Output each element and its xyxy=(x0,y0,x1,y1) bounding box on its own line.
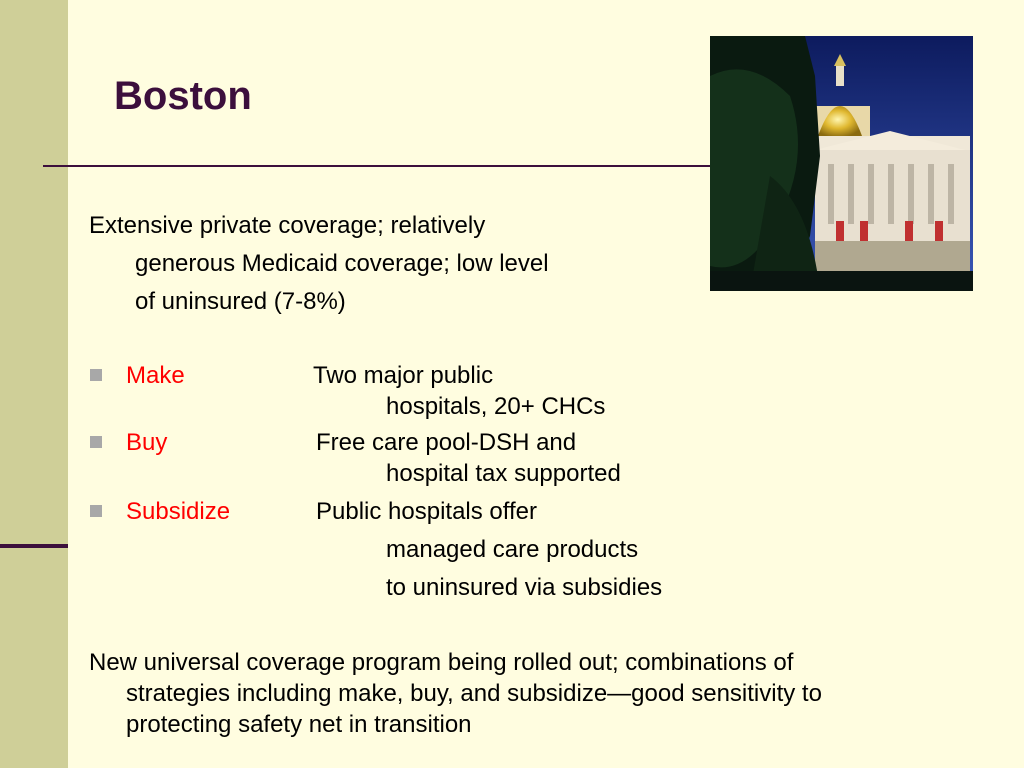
bullet-desc-buy-1: Free care pool-DSH and xyxy=(316,429,577,456)
bullet-marker xyxy=(90,505,102,517)
bullet-desc-subsidize-2: managed care products xyxy=(386,536,639,563)
bullet-label-buy: Buy xyxy=(126,429,168,456)
intro-line-3: of uninsured (7-8%) xyxy=(135,288,346,315)
bullet-marker xyxy=(90,369,102,381)
left-sidebar-band xyxy=(0,0,68,768)
closing-line-2: strategies including make, buy, and subsidize—good sensitivity to xyxy=(126,680,822,707)
closing-line-3: protecting safety net in transition xyxy=(126,711,472,738)
bullet-desc-make-2: hospitals, 20+ CHCs xyxy=(386,393,606,420)
bullet-desc-make-1: Two major public xyxy=(313,362,494,389)
bullet-label-subsidize: Subsidize xyxy=(126,498,231,525)
bullet-desc-buy-2: hospital tax supported xyxy=(386,460,621,487)
intro-line-1: Extensive private coverage; relatively xyxy=(89,212,486,239)
bullet-marker xyxy=(90,436,102,448)
intro-line-2: generous Medicaid coverage; low level xyxy=(135,250,549,277)
state-house-photo xyxy=(710,36,973,291)
bullet-desc-subsidize-1: Public hospitals offer xyxy=(316,498,538,525)
closing-line-1: New universal coverage program being rolled out; combinations of xyxy=(89,649,794,676)
bullet-label-make: Make xyxy=(126,362,185,389)
sidebar-accent-rule xyxy=(0,544,68,548)
slide-title: Boston xyxy=(114,74,252,118)
bullet-desc-subsidize-3: to uninsured via subsidies xyxy=(386,574,663,601)
title-divider xyxy=(43,165,711,167)
